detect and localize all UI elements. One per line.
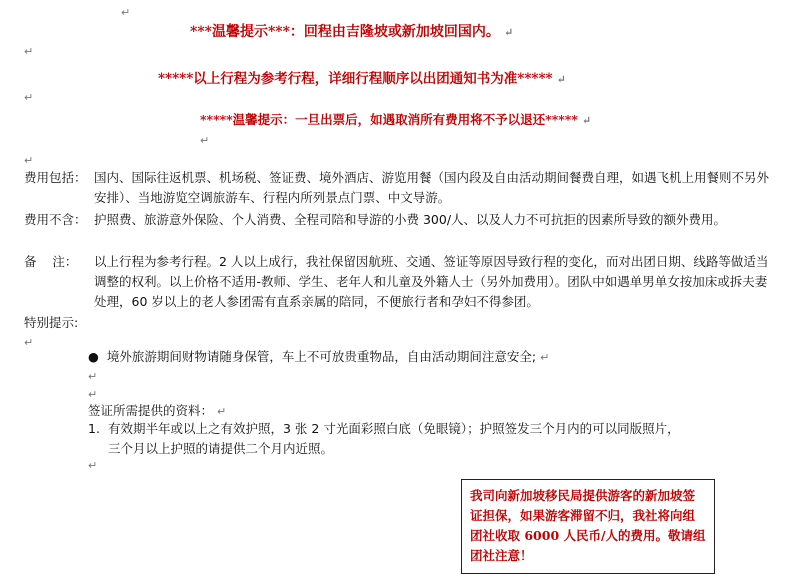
fees-excluded-text: 护照费、旅游意外保险、个人消费、全程司陪和导游的小费 300/人、以及人力不可抗拒的因素所导致的额外费用。 [94,212,727,227]
bullet-icon: ● [88,349,99,364]
visa-heading [88,401,226,421]
special-notice-bullet-text: 境外旅游期间财物请随身保管，车上不可放贵重物品，自由活动期间注意安全; [106,349,537,364]
paragraph-mark: ↵ [88,388,98,401]
visa-guarantee-notice-box [461,479,715,574]
notice-return-route-text: ***温馨提示***：回程由吉隆坡或新加坡回国内。 [190,24,500,40]
paragraph-mark: ↵ [217,405,227,418]
fees-included-label: 费用包括： [24,170,87,185]
paragraph-mark: ↵ [581,114,592,127]
paragraph-mark: ↵ [24,45,34,58]
paragraph-mark: ↵ [556,73,566,86]
visa-item-text: 有效期半年或以上之有效护照，3 张 2 寸光面彩照白底（免眼镜）；护照签发三个月内的可以同版照片，三个月以上护照的请提供二个月内近照。 [108,421,680,456]
paragraph-mark: ↵ [121,6,131,19]
special-notice-bullet [88,347,738,367]
visa-guarantee-notice-text: 我司向新加坡移民局提供游客的新加坡签证担保，如果游客滞留不归，我社将向组团社收取 6000 人民币/人的费用。敬请组团社注意！ [470,488,706,563]
fees-excluded-section [24,210,784,252]
notice-itinerary-reference-text: *****以上行程为参考行程，详细行程顺序以出团通知书为准***** [158,71,553,87]
notice-itinerary-reference [158,67,566,87]
fees-included-text: 国内、国际往返机票、机场税、签证费、境外酒店、游览用餐（国内段及自由活动期间餐费自理，如遇飞机上用餐则不另外安排）、当地游览空调旅游车、行程内所列景点门票、中文导游。 [94,170,770,205]
fees-included-section [24,168,784,210]
visa-item-number: 1. [88,421,100,436]
paragraph-mark: ↵ [540,351,550,364]
notice-no-refund [200,110,591,128]
visa-item [88,419,688,461]
paragraph-mark: ↵ [24,336,34,349]
paragraph-mark: ↵ [24,154,34,167]
visa-heading-text: 签证所需提供的资料： [88,403,214,418]
paragraph-mark: ↵ [200,134,210,147]
notice-no-refund-text: *****温馨提示：一旦出票后，如遇取消所有费用将不予以退还***** [200,112,578,127]
paragraph-mark: ↵ [503,26,514,39]
remarks-label: 备 注： [24,254,78,269]
paragraph-mark: ↵ [24,91,34,104]
paragraph-mark: ↵ [88,459,98,472]
notice-return-route [190,21,513,41]
remarks-section [24,252,784,314]
special-notice-label: 特别提示: [24,315,79,330]
fees-excluded-label: 费用不含： [24,212,87,227]
paragraph-mark: ↵ [88,370,98,383]
remarks-text: 以上行程为参考行程。2 人以上成行，我社保留因航班、交通、签证等原因导致行程的变化，而对出团日期、线路等做适当调整的权利。以上价格不适用-教师、学生、老年人和儿童及外籍人士（另外加费用）。团队中如遇单男单女按加床或拆夫妻处理，60 岁以上的老人参团需有直系亲属的陪同，不便旅行者和孕妇不得参团。 [94,254,769,309]
